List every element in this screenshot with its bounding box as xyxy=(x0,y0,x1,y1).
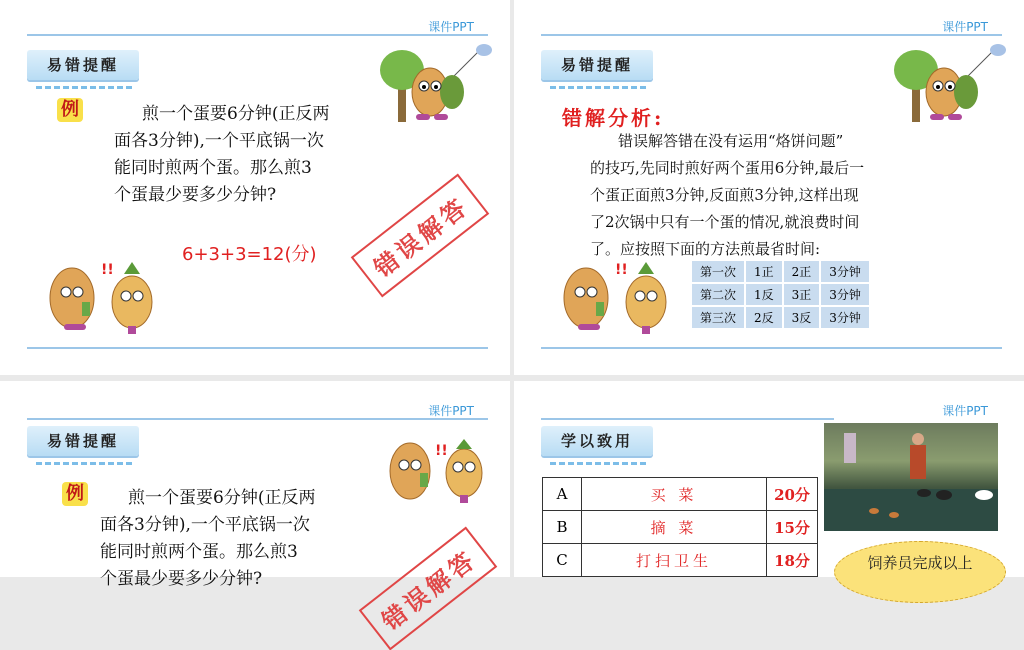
top-divider xyxy=(27,34,488,36)
slide-1 xyxy=(0,0,510,375)
top-divider xyxy=(541,418,834,420)
table-cell: 摘 菜 xyxy=(582,511,767,544)
analysis-line-1: 错误解答错在没有运用“烙饼问题” xyxy=(618,132,844,150)
top-divider xyxy=(27,418,488,420)
problem-line-3: 能同时煎两个蛋。那么煎3 xyxy=(100,542,298,562)
analysis-line-4: 了2次锅中只有一个蛋的情况,就浪费时间 xyxy=(590,213,860,231)
exclaim-mark: !! xyxy=(101,262,114,278)
table-cell: 3分钟 xyxy=(820,260,870,283)
tag-underline xyxy=(36,462,132,465)
exclaim-mark: !! xyxy=(615,262,628,278)
problem-line-1: 煎一个蛋要6分钟(正反两 xyxy=(142,104,330,124)
table-cell: 1正 xyxy=(745,260,783,283)
table-cell: A xyxy=(543,478,582,511)
table-cell: B xyxy=(543,511,582,544)
table-cell: C xyxy=(543,544,582,577)
ppt-label: 课件PPT xyxy=(428,20,474,34)
section-tag: 学以致用 xyxy=(541,426,653,456)
wrong-answer-stamp: 错误解答 xyxy=(351,174,490,298)
problem-line-3: 能同时煎两个蛋。那么煎3 xyxy=(114,158,312,178)
wrong-answer-stamp: 错误解答 xyxy=(359,527,498,650)
tag-underline xyxy=(550,462,646,465)
ppt-label: 课件PPT xyxy=(942,404,988,418)
table-row xyxy=(691,260,870,283)
analysis-line-5: 了。应按照下面的方法煎最省时间: xyxy=(590,240,821,258)
analysis-line-3: 个蛋正面煎3分钟,反面煎3分钟,这样出现 xyxy=(590,186,859,204)
ppt-label: 课件PPT xyxy=(942,20,988,34)
slide-4 xyxy=(514,381,1024,577)
table-cell: 打扫卫生 xyxy=(582,544,767,577)
analysis-line-2: 的技巧,先同时煎好两个蛋用6分钟,最后一 xyxy=(590,159,865,177)
tag-underline xyxy=(36,86,132,89)
ppt-label: 课件PPT xyxy=(428,404,474,418)
bottom-divider xyxy=(27,347,488,349)
potato-backpack-illustration xyxy=(376,42,496,126)
zoo-pond-photo xyxy=(824,423,998,531)
problem-line-2: 面各3分钟),一个平底锅一次 xyxy=(114,131,324,151)
example-badge: 例 xyxy=(57,98,83,122)
section-tag: 易错提醒 xyxy=(27,426,139,456)
table-cell: 2正 xyxy=(783,260,821,283)
table-row xyxy=(543,511,818,544)
bottom-divider xyxy=(541,347,1002,349)
table-row xyxy=(543,478,818,511)
section-tag: 易错提醒 xyxy=(541,50,653,80)
table-cell: 3反 xyxy=(783,306,821,329)
table-row xyxy=(691,306,870,329)
table-cell: 买 菜 xyxy=(582,478,767,511)
table-cell: 3正 xyxy=(783,283,821,306)
table-cell: 第三次 xyxy=(691,306,745,329)
table-cell: 15分 xyxy=(767,511,818,544)
top-divider xyxy=(541,34,1002,36)
table-row xyxy=(691,283,870,306)
tag-underline xyxy=(550,86,646,89)
wrong-equation: 6+3+3=12(分) xyxy=(182,244,317,265)
slide-3 xyxy=(0,381,510,636)
analysis-title: 错解分析: xyxy=(562,106,665,130)
problem-line-4: 个蛋最少要多少分钟? xyxy=(114,185,277,205)
exclaim-mark: !! xyxy=(435,443,448,459)
slide-2 xyxy=(514,0,1024,375)
table-cell: 1反 xyxy=(745,283,783,306)
table-cell: 3分钟 xyxy=(820,283,870,306)
speech-bubble: 饲养员完成以上 xyxy=(834,541,1006,603)
section-tag: 易错提醒 xyxy=(27,50,139,80)
table-cell: 第二次 xyxy=(691,283,745,306)
frying-steps-table xyxy=(690,259,871,330)
problem-line-2: 面各3分钟),一个平底锅一次 xyxy=(100,515,310,535)
table-row xyxy=(543,544,818,577)
potato-backpack-illustration xyxy=(890,42,1010,126)
table-cell: 18分 xyxy=(767,544,818,577)
problem-line-4: 个蛋最少要多少分钟? xyxy=(100,569,263,589)
example-badge: 例 xyxy=(62,482,88,506)
table-cell: 2反 xyxy=(745,306,783,329)
table-cell: 第一次 xyxy=(691,260,745,283)
table-cell: 3分钟 xyxy=(820,306,870,329)
chores-table xyxy=(542,477,818,577)
table-cell: 20分 xyxy=(767,478,818,511)
problem-line-1: 煎一个蛋要6分钟(正反两 xyxy=(128,488,316,508)
